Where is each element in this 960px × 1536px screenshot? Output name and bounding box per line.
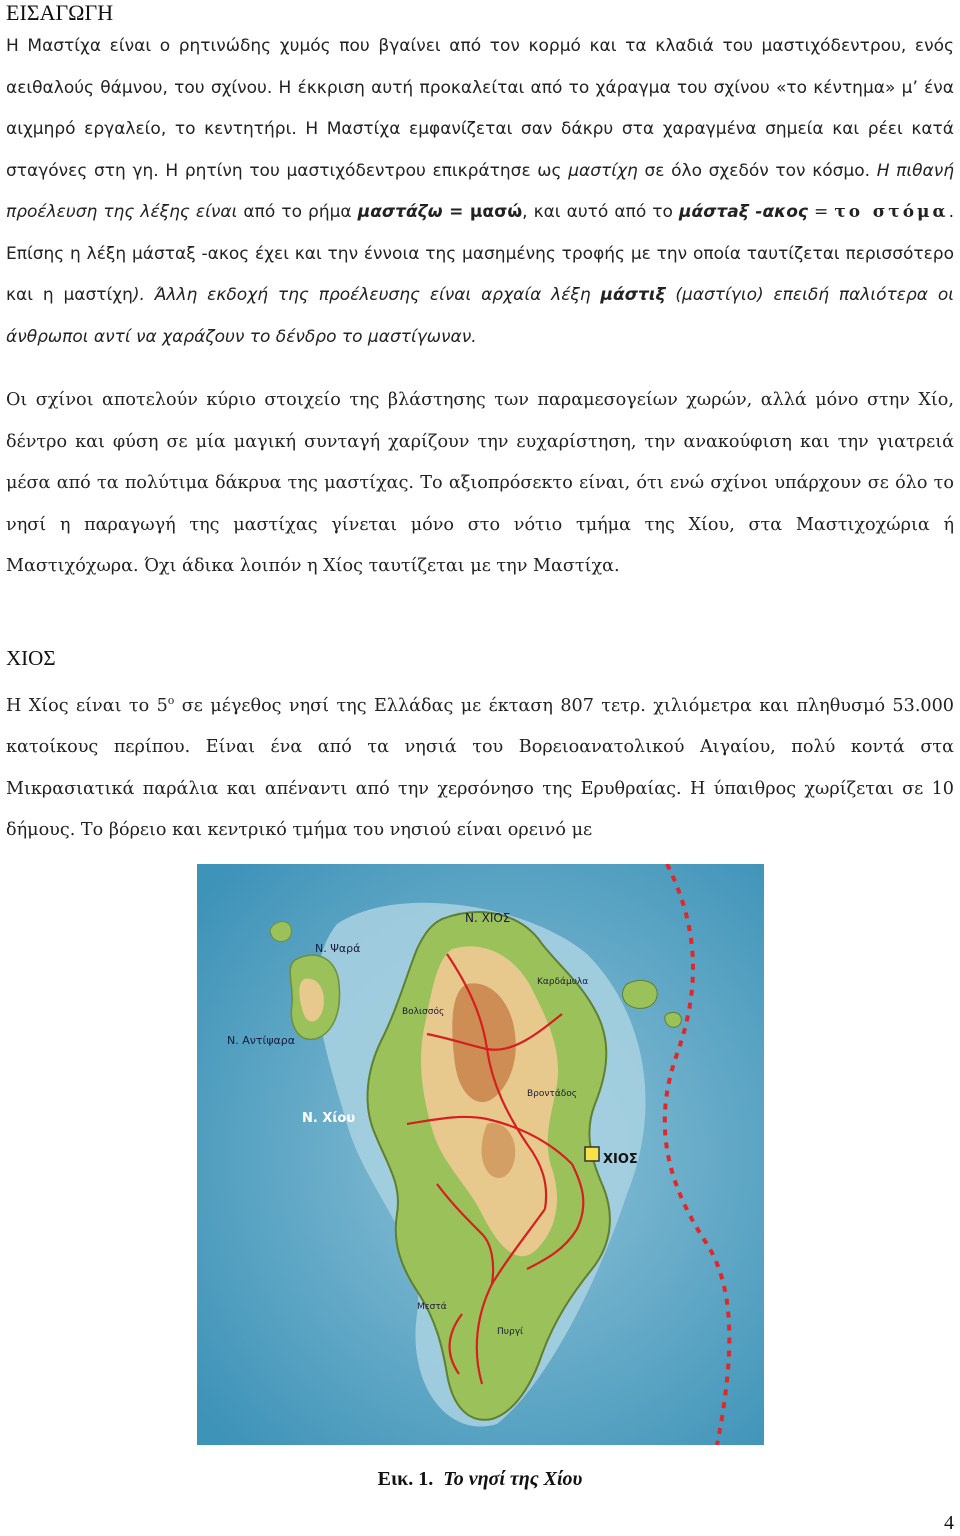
label-n-chiou: Ν. Χίου (302, 1111, 356, 1126)
chios-town-marker (585, 1147, 599, 1161)
intro-s2a: Η ρητίνη του μαστιχόδεντρου επικράτησε ως (165, 160, 569, 181)
chios-text-a: Η Χίος είναι το 5 (6, 695, 168, 716)
label-volissos: Βολισσός (402, 1007, 445, 1017)
small-islet (665, 1012, 682, 1027)
antipsara-island (270, 922, 291, 942)
heading-chios: ΧΙΟΣ (6, 646, 56, 670)
intro-s2c: σε όλο σχεδόν τον κόσμο. (637, 160, 877, 181)
chios-text-b: σε μέγεθος νησί της Ελλάδας με έκταση 807 τετρ. χιλιόμετρα και πληθυσμό 53.000 κατοίκους περίπου. Είναι ένα από τα νησιά του Βορειοανατολικού Αιγαίου, πολύ κοντά στα Μικρασιατικά παράλια και απέναντι από την χερσόνησο της Ερυθραίας. Η ύπαιθρος χωρίζεται σε 10 δήμους. Το βόρειο και κεντρικό τμήμα του νησιού είναι ορεινό με (6, 695, 954, 841)
term-maso: = μασώ (442, 202, 523, 222)
figure-caption (0, 1468, 960, 1491)
ordinal-superscript: ο (167, 694, 175, 707)
label-nisos-chios: Ν. ΧΙΟΣ (465, 911, 511, 925)
intro-s3e: , και αυτό από το (522, 202, 680, 222)
term-stoma: το στόμα (834, 202, 949, 222)
label-mesta: Μεστά (417, 1302, 447, 1312)
label-kardamyla: Καρδάμυλα (537, 977, 589, 987)
term-mastichi: μαστίχη (568, 160, 638, 181)
intro-s3l: (μαστίγιο) επειδή παλιότερα οι άνθρωποι αντί να χαράζουν το δένδρο το μαστίγωναν. (6, 285, 954, 347)
chios-map-image (197, 864, 764, 1445)
term-mastix: μάστιξ (600, 285, 666, 305)
intro-s3b: από το ρήμα (237, 202, 358, 222)
label-vrontados: Βροντάδος (527, 1089, 578, 1099)
label-chios-town: ΧΙΟΣ (603, 1152, 638, 1167)
intro-paragraph-1 (6, 26, 954, 358)
intro-s3g: = (807, 202, 835, 222)
intro-paragraph-2: Οι σχίνοι αποτελούν κύριο στοιχείο της βλάστησης των παραμεσογείων χωρών, αλλά μόνο στην Χίο, δέντρο και φύση σε μία μαγική συνταγή χαρίζουν την ευχαρίστηση, την ανακούφιση και την γιατρειά μέσα από τα πολύτιμα δάκρυα της μαστίχας. Το αξιοπρόσεκτο είναι, ότι ενώ σχίνοι υπάρχουν σε όλο το νησί η παραγωγή της μαστίχας γίνεται μόνο στο νότιο τμήμα της Χίου, στα Μαστιχοχώρια ή Μαστιχόχωρα. Όχι άδικα λοιπόν η Χίος ταυτίζεται με την Μαστίχα. (6, 390, 954, 576)
intro-s3a: Η πιθανή προέλευση της λέξης είναι (6, 160, 955, 222)
intro-s3j: ). Άλλη εκδοχή της προέλευσης είναι αρχαία λέξη (132, 285, 601, 305)
term-mastazo: μαστάζω (357, 202, 443, 222)
label-antipsara: Ν. Αντίψαρα (227, 1034, 295, 1047)
label-pyrgi: Πυργί (497, 1327, 524, 1337)
label-psara: Ν. Ψαρά (315, 942, 361, 955)
heading-introduction: ΕΙΣΑΓΩΓΗ (6, 0, 114, 25)
intro-sentence-1: Η Μαστίχα είναι ο ρητινώδης χυμός που βγαίνει από τον κορμό και τα κλαδιά του μαστιχόδεντρου, ενός αειθαλούς θάμνου, του σχίνου. Η έκκριση αυτή προκαλείται από το χάραγμα του σχίνου «το κέντημα» μ’ ένα αιχμηρό εργαλείο, το κεντητήρι. Η Μαστίχα εμφανίζεται σαν δάκρυ στα χαραγμένα σημεία και ρέει κατά σταγόνες στη γη. (6, 36, 954, 181)
intro-s3i: . Επίσης η λέξη μάσταξ -ακος έχει και την έννοια της μασημένης τροφής με την οποία ταυτίζεται περισσότερο και η μαστίχη (6, 202, 954, 305)
term-mastax: μάστaξ -ακος (679, 202, 808, 222)
chios-paragraph (6, 680, 954, 852)
caption-label: Εικ. 1. (377, 1468, 434, 1490)
oinousses-island (623, 980, 658, 1008)
page-number: 4 (944, 1512, 954, 1534)
caption-text: Το νησί της Χίου (443, 1468, 583, 1490)
